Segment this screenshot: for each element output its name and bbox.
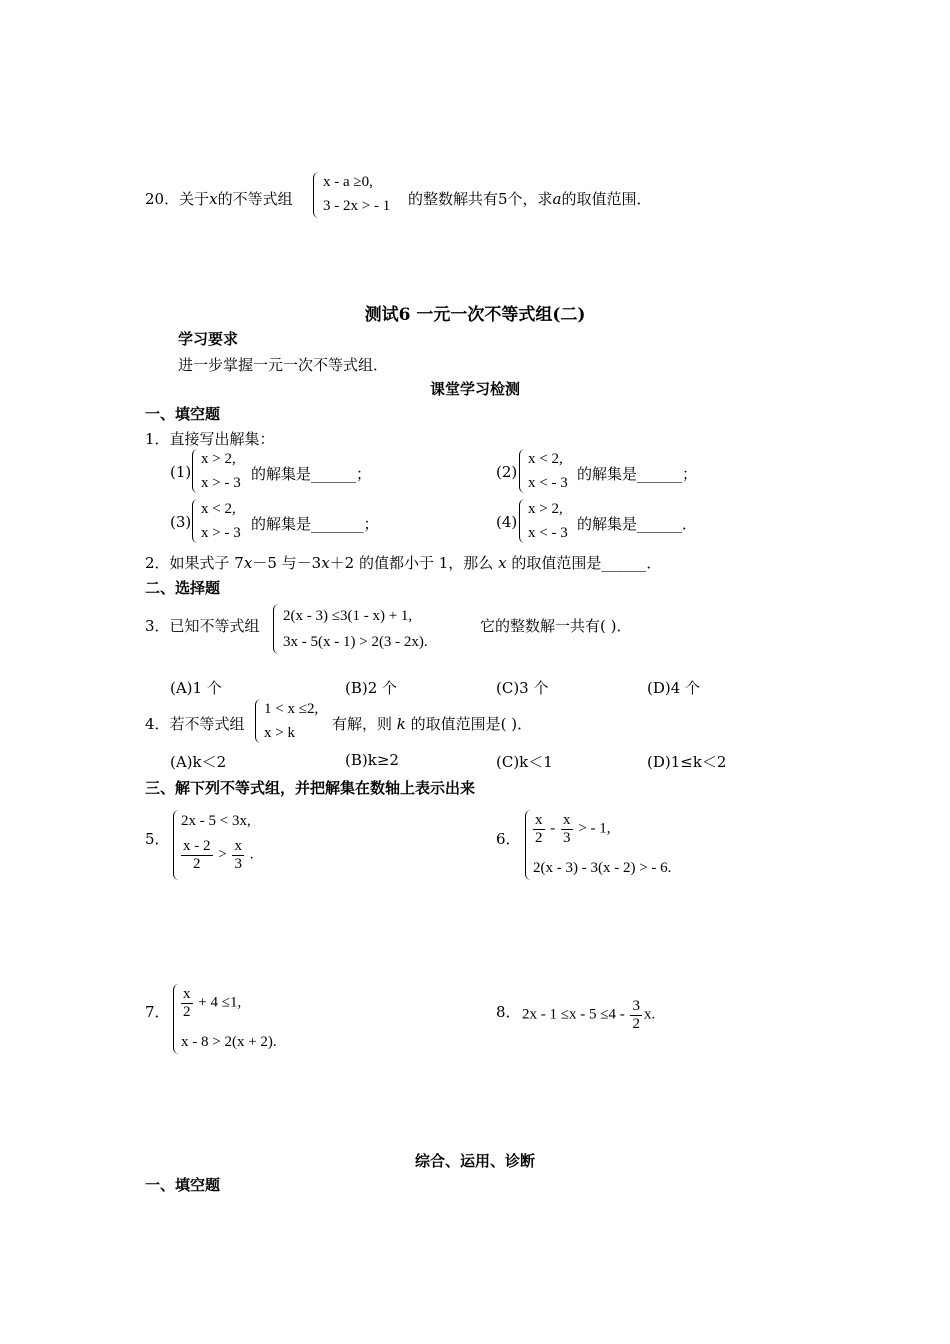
system-line-2: x < - 3 (528, 475, 568, 491)
part3-heading: 三、解下列不等式组，并把解集在数轴上表示出来 (145, 779, 476, 797)
system-line-1: 2(x - 3) ≤3(1 - x) + 1, (283, 608, 413, 624)
q8-inequality: 2x - 1 ≤x - 5 ≤4 - $\frac{3}{2}$ x. (522, 998, 656, 1032)
problem-20-system (313, 172, 413, 220)
q4-option-d: (D)1≤k＜2 (647, 753, 727, 771)
q7-label: 7． (145, 1003, 170, 1021)
system-line-1: x < 2, (201, 501, 236, 517)
section-comprehensive: 综合、运用、诊断 (414, 1152, 535, 1170)
q1-item-label: (4) (496, 513, 518, 531)
q4-option-c: (C)k＜1 (496, 753, 553, 771)
part1-heading: 一、填空题 (145, 405, 221, 423)
system-line-1: $\frac{x}{2}$ + 4 ≤1, (183, 986, 242, 1020)
q1-item-3-tail: 的解集是_______； (251, 515, 379, 533)
q7-system (173, 984, 313, 1056)
q1-item-1-tail: 的解集是______； (251, 465, 372, 483)
q1-item-2-system (519, 449, 579, 495)
requirements-text: 进一步掌握一元一次不等式组． (178, 356, 389, 374)
system-line-2: x - 8 > 2(x + 2). (181, 1034, 277, 1050)
q4-post: 有解，则 k 的取值范围是( )． (332, 715, 533, 733)
problem-20-tail: 的整数解共有5个，求a的取值范围． (408, 190, 652, 208)
q3-option-a: (A)1 个 (170, 679, 222, 697)
q1-item-label: (1) (170, 463, 192, 481)
q8-label: 8． (496, 1003, 521, 1021)
q3-pre: 3．已知不等式组 (145, 617, 260, 635)
system-line-1: $\frac{x}{2}$ - $\frac{x}{3}$ > - 1, (535, 812, 611, 846)
part2-heading: 二、选择题 (145, 579, 221, 597)
problem-20: 20．关于x的不等式组 (145, 190, 293, 208)
system-line-2: 2(x - 3) - 3(x - 2) > - 6. (533, 860, 672, 876)
q5-system (173, 810, 283, 882)
q3-system (273, 604, 473, 656)
system-line-2: 3x - 5(x - 1) > 2(3 - 2x). (283, 634, 428, 650)
q6-label: 6． (496, 830, 521, 848)
system-line-2: x < - 3 (528, 525, 568, 541)
q1-item-label: (3) (170, 513, 192, 531)
q1-text: 1．直接写出解集： (145, 430, 275, 448)
system-line-1: x < 2, (528, 451, 563, 467)
system-line-1: x > 2, (528, 501, 563, 517)
q1-item-label: (2) (496, 463, 518, 481)
system-line-2: $\frac{x - 2}{2}$ > $\frac{x}{3}$ . (183, 838, 254, 872)
q3-option-c: (C)3 个 (496, 679, 549, 697)
q2-text: 2．如果式子 7x－5 与－3x＋2 的值都小于 1，那么 x 的取值范围是______． (145, 554, 662, 572)
q3-option-d: (D)4 个 (647, 679, 701, 697)
q3-option-b: (B)2 个 (345, 679, 398, 697)
q3-post: 它的整数解一共有( )． (480, 617, 632, 635)
system-line-2: x > - 3 (201, 475, 241, 491)
q1-item-3-system (192, 499, 252, 545)
q4-system (255, 699, 335, 745)
q1-item-2-tail: 的解集是______； (577, 465, 698, 483)
test-title: 测试6 一元一次不等式组(二) (364, 305, 586, 325)
system-line-2: x > k (264, 725, 295, 741)
q4-option-a: (A)k＜2 (170, 753, 227, 771)
system-line-2: 3 - 2x > - 1 (323, 198, 391, 214)
q4-option-b: (B)k≥2 (345, 751, 399, 769)
q1-item-4-system (519, 499, 579, 545)
q1-item-1-system (192, 449, 252, 495)
section-classroom: 课堂学习检测 (429, 380, 520, 398)
system-line-1: x - a ≥0, (323, 174, 373, 190)
requirements-heading: 学习要求 (178, 330, 239, 348)
q5-label: 5． (145, 830, 170, 848)
system-line-2: x > - 3 (201, 525, 241, 541)
part4-heading: 一、填空题 (145, 1176, 221, 1194)
system-line-1: x > 2, (201, 451, 236, 467)
system-line-1: 1 < x ≤2, (264, 701, 319, 717)
q6-system (525, 810, 735, 882)
q1-item-4-tail: 的解集是______． (577, 515, 698, 533)
system-line-1: 2x - 5 < 3x, (181, 813, 251, 829)
q4-pre: 4．若不等式组 (145, 715, 245, 733)
